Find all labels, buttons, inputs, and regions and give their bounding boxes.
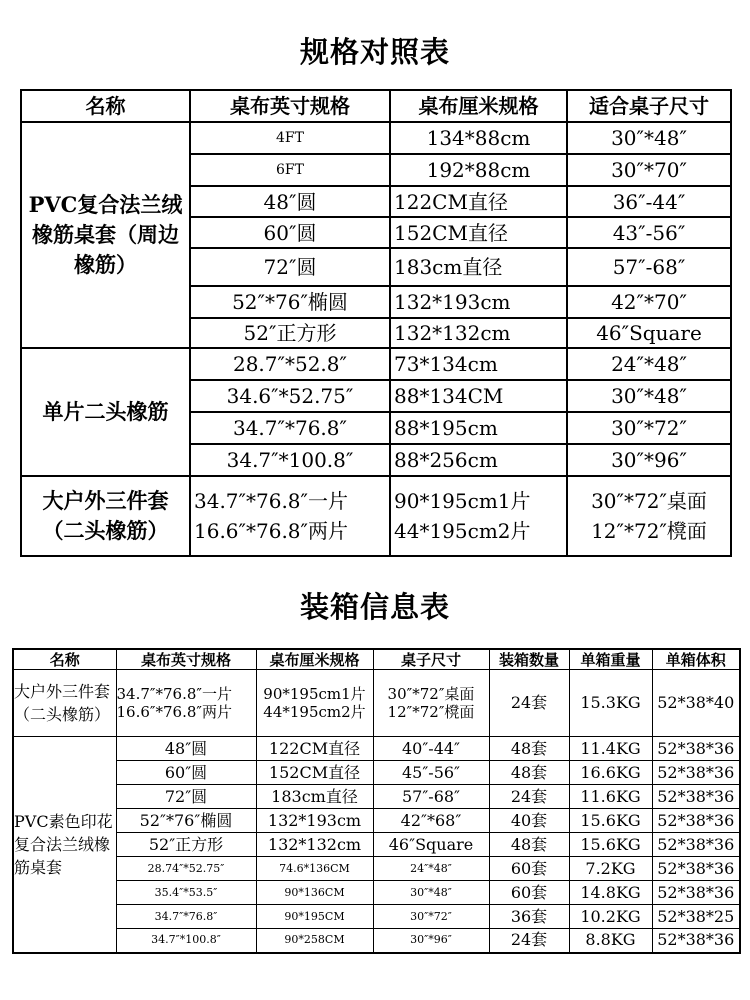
spec-cell-inch: 72″圆 [190, 248, 390, 286]
pack-header-row [13, 649, 740, 670]
spec-cell-fit: 36″-44″ [567, 186, 731, 217]
pack-cell-volume: 52*38*40 [652, 670, 740, 737]
spec-row [21, 122, 731, 154]
pack-cell-qty: 48套 [489, 737, 569, 761]
pack-cell-table-size: 57″-68″ [373, 785, 489, 809]
spec-cell-cm: 152CM直径 [390, 217, 567, 248]
pack-row [13, 905, 740, 929]
pack-cell-volume: 52*38*36 [652, 881, 740, 905]
pack-cell-qty: 36套 [489, 905, 569, 929]
pack-cell-cm: 132*132cm [256, 833, 373, 857]
pack-cell-volume: 52*38*25 [652, 905, 740, 929]
pack-cell-table-size: 30″*48″ [373, 881, 489, 905]
spec-cell-fit: 57″-68″ [567, 248, 731, 286]
pack-cell-cm: 90*195cm1片 44*195cm2片 [256, 670, 373, 737]
spec-group-single: 单片二头橡筋 [21, 348, 190, 476]
pack-row [13, 785, 740, 809]
pack-cell-weight: 16.6KG [569, 761, 652, 785]
pack-cell-weight: 15.3KG [569, 670, 652, 737]
spec-cell-cm: 134*88cm [390, 122, 567, 154]
pack-cell-inch: 52″正方形 [116, 833, 256, 857]
pack-header-name: 名称 [13, 649, 116, 670]
pack-cell-qty: 24套 [489, 785, 569, 809]
pack-cell-volume: 52*38*36 [652, 785, 740, 809]
pack-cell-table-size: 30″*72″ [373, 905, 489, 929]
pack-cell-weight: 14.8KG [569, 881, 652, 905]
pack-row [13, 929, 740, 953]
pack-cell-table-size: 45″-56″ [373, 761, 489, 785]
pack-cell-volume: 52*38*36 [652, 761, 740, 785]
pack-cell-volume: 52*38*36 [652, 833, 740, 857]
spec-header-fit: 适合桌子尺寸 [567, 90, 731, 122]
spec-cell-inch: 4FT [190, 122, 390, 154]
spec-cell-inch: 6FT [190, 154, 390, 186]
spec-cell-cm: 192*88cm [390, 154, 567, 186]
pack-cell-table-size: 30″*72″桌面 12″*72″櫈面 [373, 670, 489, 737]
pack-cell-qty: 24套 [489, 670, 569, 737]
pack-row [13, 833, 740, 857]
spec-cell-cm: 132*193cm [390, 286, 567, 318]
pack-row [13, 670, 740, 737]
pack-cell-inch: 34.7″*76.8″ [116, 905, 256, 929]
spec-cell-inch: 52″*76″椭圆 [190, 286, 390, 318]
spec-header-inch: 桌布英寸规格 [190, 90, 390, 122]
pack-header-volume: 单箱体积 [652, 649, 740, 670]
pack-row [13, 737, 740, 761]
pack-cell-inch: 34.7″*100.8″ [116, 929, 256, 953]
pack-cell-volume: 52*38*36 [652, 929, 740, 953]
spec-cell-fit: 42″*70″ [567, 286, 731, 318]
pack-row [13, 809, 740, 833]
pack-cell-cm: 90*136CM [256, 881, 373, 905]
pack-cell-qty: 24套 [489, 929, 569, 953]
spec-cell-inch: 34.7″*76.8″ [190, 412, 390, 444]
spec-cell-inch: 34.6″*52.75″ [190, 380, 390, 412]
spec-row [21, 476, 731, 556]
pack-header-qty: 装箱数量 [489, 649, 569, 670]
spec-cell-cm: 183cm直径 [390, 248, 567, 286]
pack-cell-table-size: 40″-44″ [373, 737, 489, 761]
pack-cell-cm: 90*195CM [256, 905, 373, 929]
spec-cell-inch: 60″圆 [190, 217, 390, 248]
pack-cell-cm: 122CM直径 [256, 737, 373, 761]
pack-cell-qty: 60套 [489, 857, 569, 881]
pack-header-weight: 单箱重量 [569, 649, 652, 670]
pack-cell-inch: 72″圆 [116, 785, 256, 809]
pack-cell-weight: 15.6KG [569, 833, 652, 857]
pack-cell-cm: 90*258CM [256, 929, 373, 953]
spec-cell-fit: 30″*70″ [567, 154, 731, 186]
spec-cell-fit: 30″*48″ [567, 380, 731, 412]
spec-header-row [21, 90, 731, 122]
pack-cell-volume: 52*38*36 [652, 857, 740, 881]
spec-cell-cm: 88*195cm [390, 412, 567, 444]
pack-cell-inch: 34.7″*76.8″一片16.6″*76.8″两片 [116, 670, 256, 737]
spec-cell-inch: 34.7″*100.8″ [190, 444, 390, 476]
pack-cell-cm: 74.6*136CM [256, 857, 373, 881]
spec-cell-cm: 88*256cm [390, 444, 567, 476]
pack-cell-cm: 183cm直径 [256, 785, 373, 809]
pack-group-pvc: PVC素色印花复合法兰绒橡筋桌套 [13, 737, 116, 953]
spec-cell-cm: 132*132cm [390, 318, 567, 348]
spec-row [21, 348, 731, 380]
spec-cell-inch: 28.7″*52.8″ [190, 348, 390, 380]
spec-table [20, 89, 732, 557]
pack-row [13, 881, 740, 905]
spec-cell-fit: 30″*72″桌面 12″*72″櫈面 [567, 476, 731, 556]
pack-cell-cm: 132*193cm [256, 809, 373, 833]
spec-header-name: 名称 [21, 90, 190, 122]
pack-row [13, 761, 740, 785]
pack-cell-weight: 11.6KG [569, 785, 652, 809]
pack-cell-qty: 48套 [489, 761, 569, 785]
spec-header-cm: 桌布厘米规格 [390, 90, 567, 122]
spec-cell-cm: 122CM直径 [390, 186, 567, 217]
pack-cell-inch: 52″*76″椭圆 [116, 809, 256, 833]
pack-cell-weight: 7.2KG [569, 857, 652, 881]
pack-cell-volume: 52*38*36 [652, 737, 740, 761]
spec-cell-fit: 30″*48″ [567, 122, 731, 154]
pack-cell-weight: 10.2KG [569, 905, 652, 929]
pack-cell-qty: 40套 [489, 809, 569, 833]
pack-cell-weight: 8.8KG [569, 929, 652, 953]
pack-header-inch: 桌布英寸规格 [116, 649, 256, 670]
pack-header-table-size: 桌子尺寸 [373, 649, 489, 670]
pack-table-title: 装箱信息表 [299, 590, 450, 624]
spec-table-title: 规格对照表 [299, 35, 450, 69]
spec-cell-inch: 34.7″*76.8″一片 16.6″*76.8″两片 [190, 476, 390, 556]
spec-cell-fit: 30″*72″ [567, 412, 731, 444]
pack-cell-weight: 15.6KG [569, 809, 652, 833]
spec-cell-inch: 52″正方形 [190, 318, 390, 348]
spec-cell-inch: 48″圆 [190, 186, 390, 217]
pack-cell-table-size: 30″*96″ [373, 929, 489, 953]
spec-cell-cm: 73*134cm [390, 348, 567, 380]
spec-cell-fit: 43″-56″ [567, 217, 731, 248]
spec-cell-cm: 90*195cm1片 44*195cm2片 [390, 476, 567, 556]
spec-group-pvc: PVC复合法兰绒橡筋桌套（周边橡筋） [21, 122, 190, 348]
pack-cell-inch: 60″圆 [116, 761, 256, 785]
pack-cell-qty: 60套 [489, 881, 569, 905]
pack-cell-volume: 52*38*36 [652, 809, 740, 833]
spec-cell-fit: 30″*96″ [567, 444, 731, 476]
pack-header-cm: 桌布厘米规格 [256, 649, 373, 670]
pack-cell-inch: 48″圆 [116, 737, 256, 761]
pack-cell-qty: 48套 [489, 833, 569, 857]
pack-cell-table-size: 24″*48″ [373, 857, 489, 881]
pack-cell-cm: 152CM直径 [256, 761, 373, 785]
spec-cell-fit: 46″Square [567, 318, 731, 348]
spec-group-outdoor: 大户外三件套（二头橡筋） [21, 476, 190, 556]
pack-cell-inch: 35.4″*53.5″ [116, 881, 256, 905]
pack-row [13, 857, 740, 881]
pack-cell-table-size: 46″Square [373, 833, 489, 857]
pack-cell-table-size: 42″*68″ [373, 809, 489, 833]
spec-cell-fit: 24″*48″ [567, 348, 731, 380]
spec-cell-cm: 88*134CM [390, 380, 567, 412]
pack-cell-inch: 28.74″*52.75″ [116, 857, 256, 881]
pack-table [12, 648, 741, 954]
pack-cell-weight: 11.4KG [569, 737, 652, 761]
pack-group-outdoor: 大户外三件套（二头橡筋） [13, 670, 116, 737]
